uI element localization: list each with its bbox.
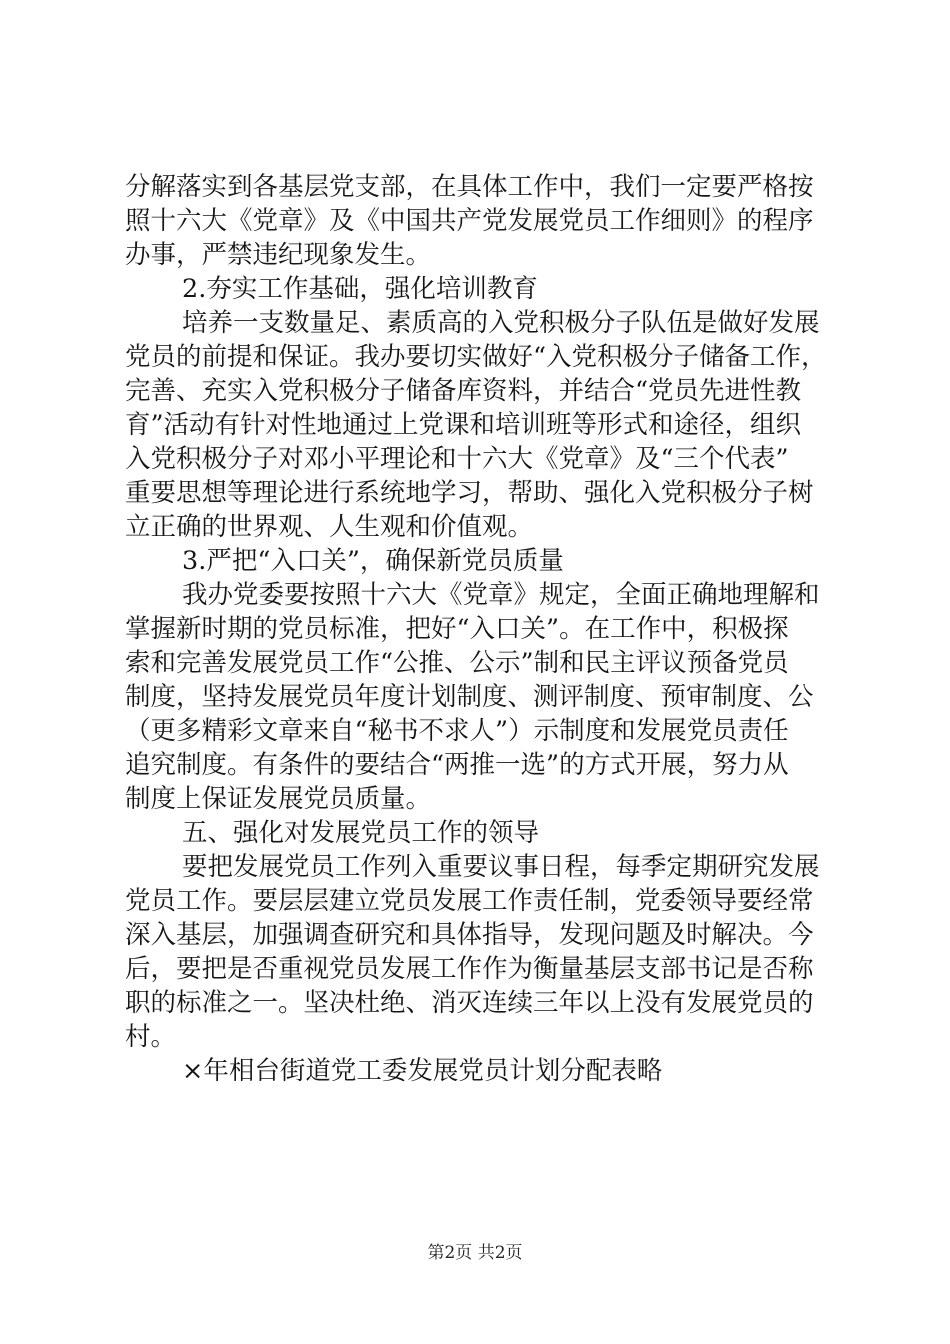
text-line: 育”活动有针对性地通过上党课和培训班等形式和途径，组织 (125, 410, 802, 440)
text-line: 党员工作。要层层建立党员发展工作责任制，党委领导要经常 (125, 886, 814, 916)
page-number-label: 第2页 共2页 (427, 1243, 523, 1263)
text-line: 重要思想等理论进行系统地学习，帮助、强化入党积极分子树 (125, 478, 814, 508)
text-line: 办事，严禁违纪现象发生。 (125, 240, 432, 270)
text-line: 党员的前提和保证。我办要切实做好“入党积极分子储备工作， (125, 342, 827, 372)
text-line: 入党积极分子对邓小平理论和十六大《党章》及“三个代表” (125, 444, 789, 474)
text-line: 完善、充实入党积极分子储备库资料，并结合“党员先进性教 (125, 376, 802, 406)
text-line: 掌握新时期的党员标准，把好“入口关”。在工作中，积极探 (125, 614, 789, 644)
text-line: 我办党委要按照十六大《党章》规定，全面正确地理解和 (182, 580, 820, 610)
text-line: （更多精彩文章来自“秘书不求人”）示制度和发展党员责任 (125, 716, 789, 746)
section-heading: 3.严把“入口关”，确保新党员质量 (182, 546, 564, 576)
text-line: 索和完善发展党员工作“公推、公示”制和民主评议预备党员 (125, 648, 789, 678)
text-line: 立正确的世界观、人生观和价值观。 (125, 512, 534, 542)
section-heading: 五、强化对发展党员工作的领导 (182, 818, 540, 848)
text-line: 制度，坚持发展党员年度计划制度、测评制度、预审制度、公 (125, 682, 814, 712)
section-heading: 2.夯实工作基础，强化培训教育 (182, 274, 538, 304)
text-line: ×年相台街道党工委发展党员计划分配表略 (182, 1056, 663, 1086)
text-line: 要把发展党员工作列入重要议事日程，每季定期研究发展 (182, 852, 820, 882)
text-line: 制度上保证发展党员质量。 (125, 784, 432, 814)
text-line: 照十六大《党章》及《中国共产党发展党员工作细则》的程序 (125, 206, 814, 236)
text-line: 深入基层，加强调查研究和具体指导，发现问题及时解决。今 (125, 920, 814, 950)
text-line: 职的标准之一。坚决杜绝、消灭连续三年以上没有发展党员的 (125, 988, 814, 1018)
text-line: 培养一支数量足、素质高的入党积极分子队伍是做好发展 (182, 308, 820, 338)
text-line: 追究制度。有条件的要结合“两推一选”的方式开展，努力从 (125, 750, 789, 780)
text-line: 村。 (125, 1022, 177, 1052)
text-line: 分解落实到各基层党支部，在具体工作中，我们一定要严格按 (125, 172, 814, 202)
page-footer (0, 1242, 950, 1264)
text-line: 后，要把是否重视党员发展工作作为衡量基层支部书记是否称 (125, 954, 814, 984)
